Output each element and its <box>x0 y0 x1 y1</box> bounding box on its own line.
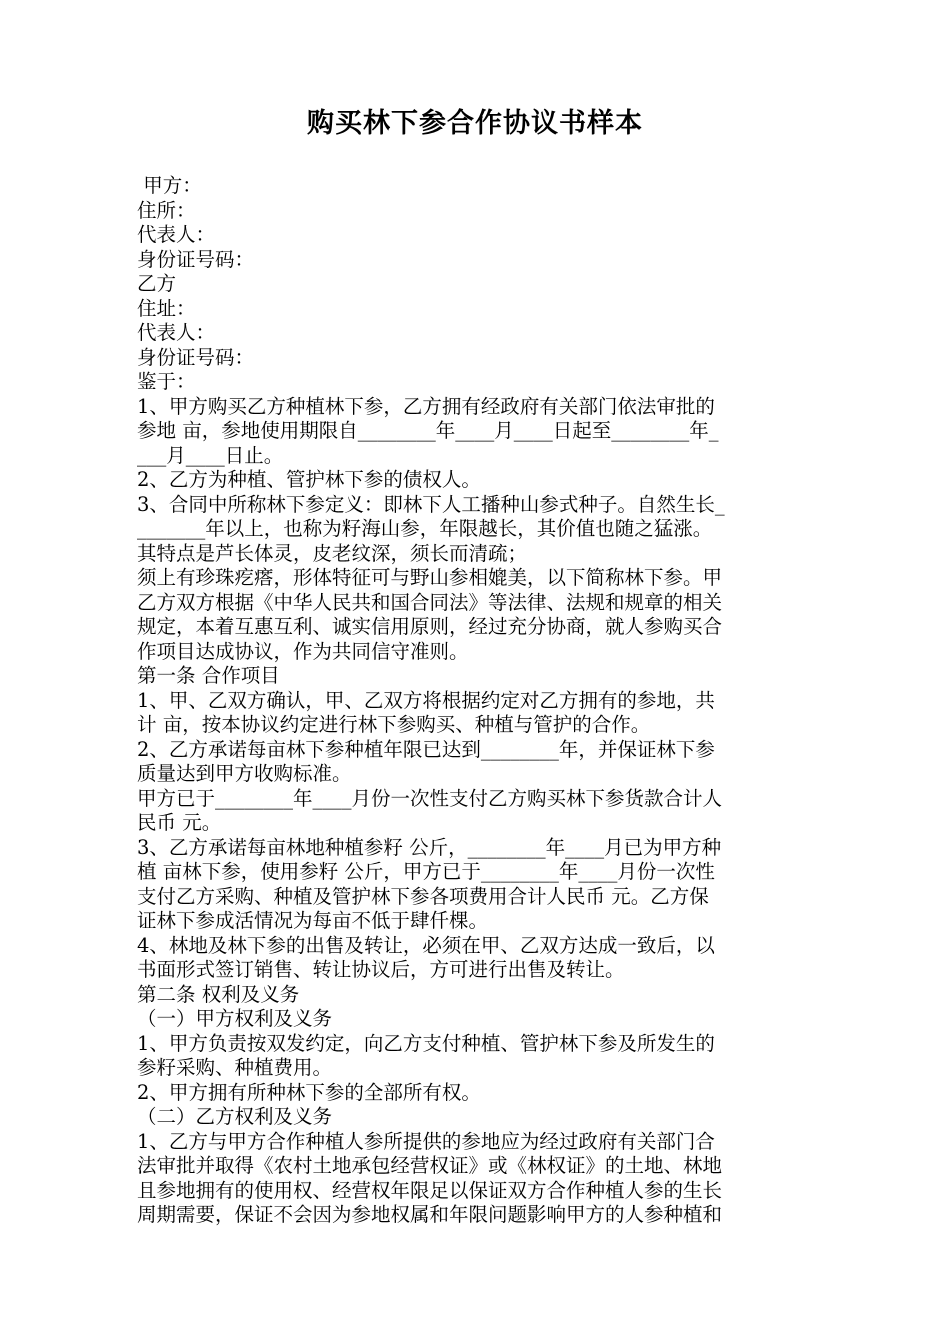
text-line: 乙方双方根据《中华人民共和国合同法》等法律、法规和规章的相关 <box>137 590 723 614</box>
text-line: （一）甲方权利及义务 <box>137 1007 333 1030</box>
text-line: 1、甲、乙双方确认，甲、乙双方将根据约定对乙方拥有的参地，共 <box>137 688 715 712</box>
text-line: 2、甲方拥有所种林下参的全部所有权。 <box>137 1080 481 1104</box>
text-line: 住所： <box>137 198 196 222</box>
text-line: 身份证号码： <box>137 247 255 271</box>
text-line: 3、乙方承诺每亩林地种植参籽 公斤，________年____月已为甲方种 <box>137 835 722 859</box>
text-line: 鉴于： <box>137 370 196 393</box>
text-line: 甲方已于________年____月份一次性支付乙方购买林下参货款合计人 <box>137 786 723 810</box>
text-line: （二）乙方权利及义务 <box>137 1105 333 1128</box>
text-line: 参籽采购、种植费用。 <box>137 1056 333 1079</box>
text-line: 计 亩，按本协议约定进行林下参购买、种植与管护的合作。 <box>137 713 651 736</box>
text-line: ___月____日止。 <box>137 443 284 467</box>
text-line: 住址： <box>137 296 196 320</box>
text-line: 参地 亩，参地使用期限自________年____月____日起至________年_ <box>137 419 719 442</box>
text-line: 植 亩林下参，使用参籽 公斤，甲方已于________年____月份一次性 <box>137 860 715 883</box>
text-line: 书面形式签订销售、转让协议后，方可进行出售及转让。 <box>137 958 625 981</box>
text-line: 民币 元。 <box>137 811 222 834</box>
text-line: 1、甲方负责按双发约定，向乙方支付种植、管护林下参及所发生的 <box>137 1031 715 1055</box>
text-line: 1、乙方与甲方合作种植人参所提供的参地应为经过政府有关部门合 <box>137 1129 715 1153</box>
document-body <box>137 174 827 1228</box>
text-line: 代表人： <box>137 321 216 344</box>
text-line: 甲方： <box>137 174 202 197</box>
text-line: 2、乙方承诺每亩林下参种植年限已达到________年，并保证林下参 <box>137 737 715 761</box>
text-line: 代表人： <box>137 223 216 246</box>
text-line: 须上有珍珠疙瘩，形体特征可与野山参相媲美，以下简称林下参。甲 <box>137 566 723 589</box>
text-line: 乙方 <box>137 272 177 295</box>
text-line: 1、甲方购买乙方种植林下参，乙方拥有经政府有关部门依法审批的 <box>137 394 715 418</box>
text-line: 规定，本着互惠互利、诚实信用原则，经过充分协商，就人参购买合 <box>137 615 723 638</box>
text-line: _______年以上，也称为籽海山参，年限越长，其价值也随之猛涨。 <box>137 517 713 540</box>
text-line: 4、林地及林下参的出售及转让，必须在甲、乙双方达成一致后，以 <box>137 933 715 957</box>
text-line: 法审批并取得《农村土地承包经营权证》或《林权证》的土地、林地 <box>137 1154 723 1177</box>
text-line: 证林下参成活情况为每亩不低于肆仟棵。 <box>137 909 489 932</box>
text-line: 周期需要，保证不会因为参地权属和年限问题影响甲方的人参种植和 <box>137 1203 723 1226</box>
text-line: 第二条 权利及义务 <box>137 982 300 1006</box>
text-line: 身份证号码： <box>137 345 255 369</box>
text-line: 作项目达成协议，作为共同信守准则。 <box>137 639 469 663</box>
text-line: 质量达到甲方收购标准。 <box>137 762 352 785</box>
text-line: 支付乙方采购、种植及管护林下参各项费用合计人民币 元。乙方保 <box>137 884 709 908</box>
text-line: 且参地拥有的使用权、经营权年限足以保证双方合作种植人参的生长 <box>137 1178 723 1202</box>
text-line: 其特点是芦长体灵，皮老纹深，须长而清疏； <box>137 541 528 565</box>
text-line: 3、合同中所称林下参定义：即林下人工播种山参式种子。自然生长_ <box>137 492 725 516</box>
text-line: 第一条 合作项目 <box>137 664 280 687</box>
document-title: 购买林下参合作协议书样本 <box>307 108 643 139</box>
text-line: 2、乙方为种植、管护林下参的债权人。 <box>137 468 481 491</box>
